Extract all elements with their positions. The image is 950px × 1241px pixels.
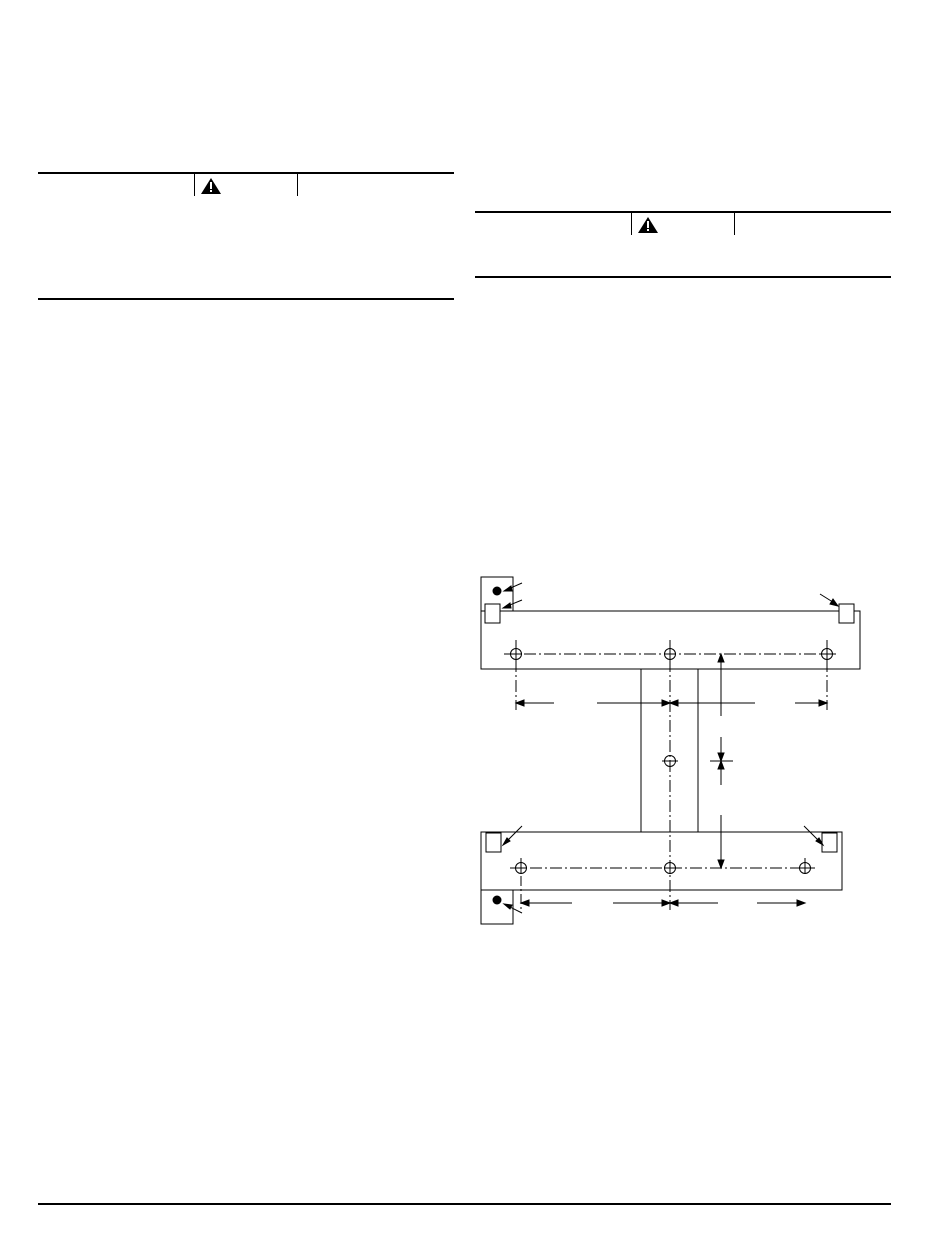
right-warning-tab	[631, 213, 735, 235]
left-warning-bottom-rule	[38, 298, 454, 300]
lower-left-dot	[493, 896, 502, 905]
lower-bar	[481, 832, 842, 890]
left-warning-tab	[194, 174, 298, 196]
lower-right-square	[822, 833, 837, 852]
lower-left-square	[486, 833, 501, 852]
warning-triangle-icon	[638, 217, 658, 233]
mounting-hole-diagram	[470, 570, 870, 940]
upper-right-square	[839, 604, 854, 623]
mounting-holes	[510, 648, 833, 874]
upper-left-dot	[493, 587, 502, 596]
warning-triangle-icon	[201, 178, 221, 194]
footer-rule	[38, 1203, 891, 1205]
right-warning-bottom-rule	[475, 276, 891, 278]
upper-left-square	[485, 604, 500, 623]
